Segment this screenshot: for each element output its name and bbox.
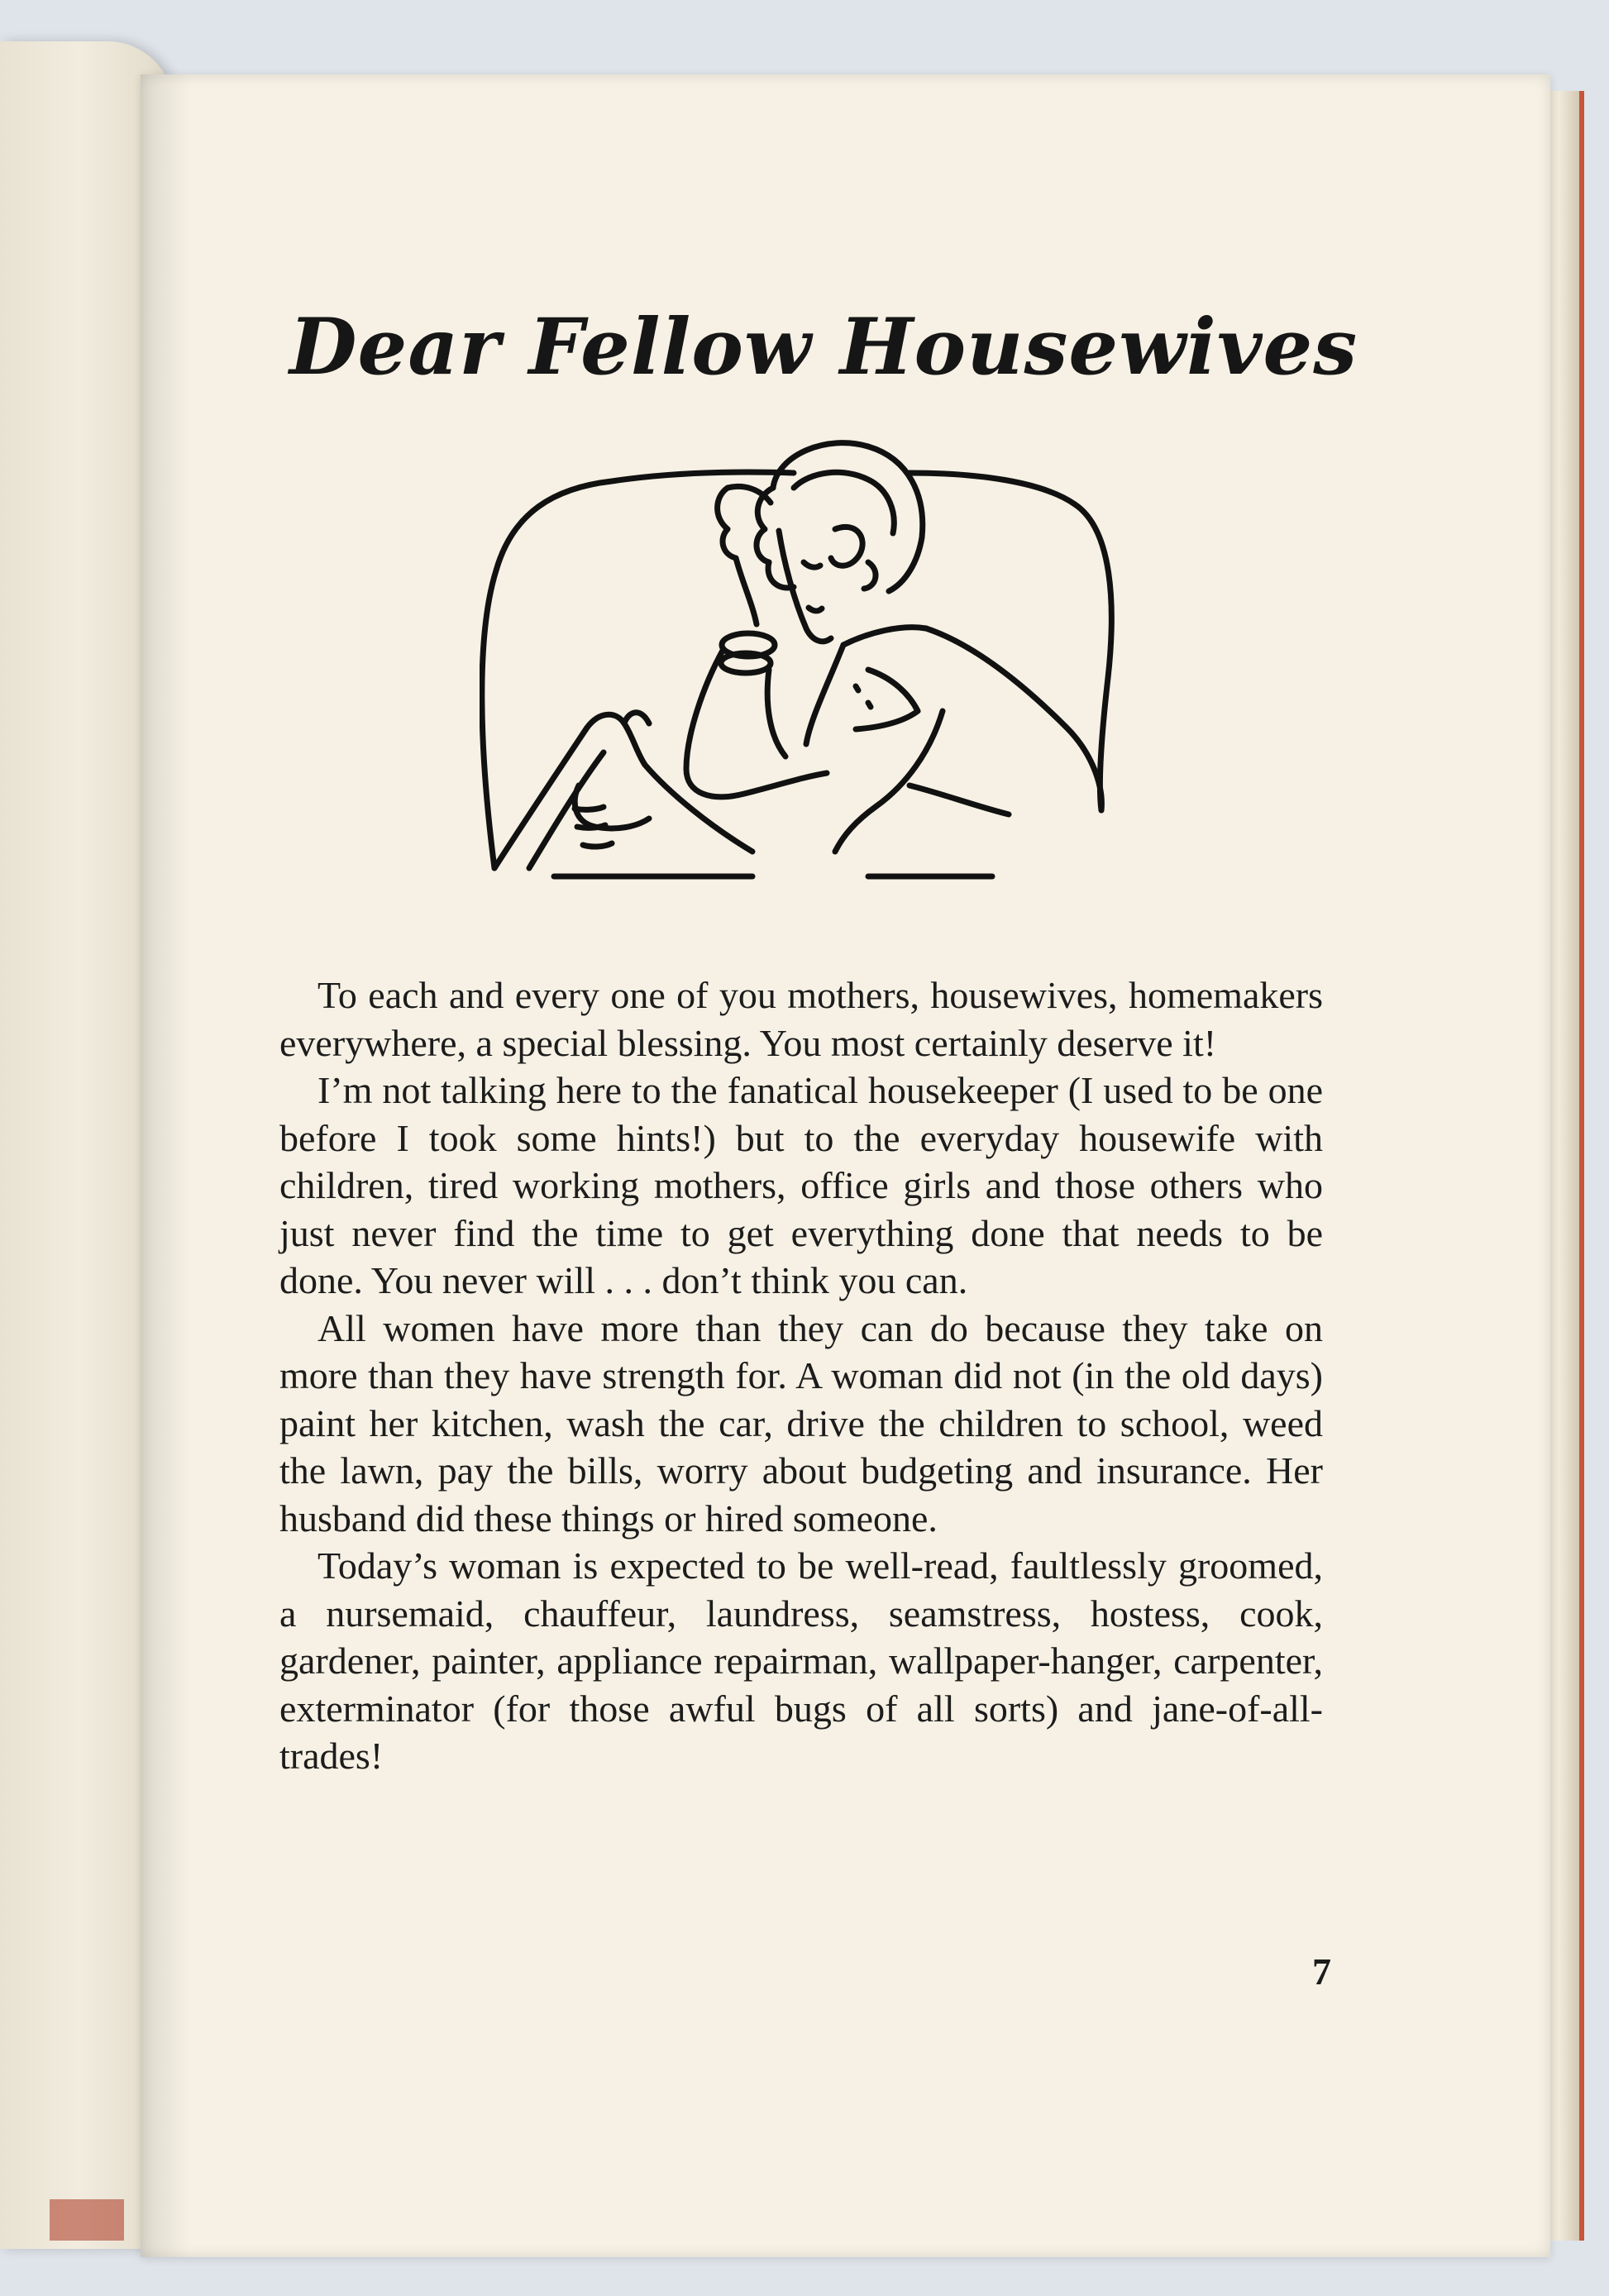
paragraph: I’m not talking here to the fanatical housekeeper (I used to be one before I took some hints!) but to the everyday housewife with children, tired working mothers, office girls and those others who just never find the time to get everything done that needs to be done. You never will . . . don’t think you can. [279,1069,1323,1301]
paragraph: To each and every one of you mothers, housewives, homemakers everywhere, a special blessing. You most certainly deserve it! [279,974,1323,1064]
book-cover-edge [1546,91,1584,2241]
paragraph: All women have more than they can do because they take on more than they have strength for. A woman did not (in the old days) paint her kitchen, wash the car, drive the children to school, weed the lawn, pay the bills, worry about budgeting and insurance. Her husband did these things or hired someone. [279,1306,1323,1539]
gutter-shadow [141,74,190,2257]
body-text [279,971,1323,1780]
tired-housewife-illustration [480,438,1124,893]
page-number: 7 [1312,1950,1331,1993]
chapter-title: Dear Fellow Housewives [289,302,1358,393]
paragraph: Today’s woman is expected to be well-read, faultlessly groomed, a nursemaid, chauffeur, laundress, seamstress, hostess, cook, gardener, painter, appliance repairman, wallpaper-hanger, carpenter, exterminator (for those awful bugs of all sorts) and jane-of-all-trades! [279,1544,1323,1777]
cover-edge-left [50,2199,124,2241]
